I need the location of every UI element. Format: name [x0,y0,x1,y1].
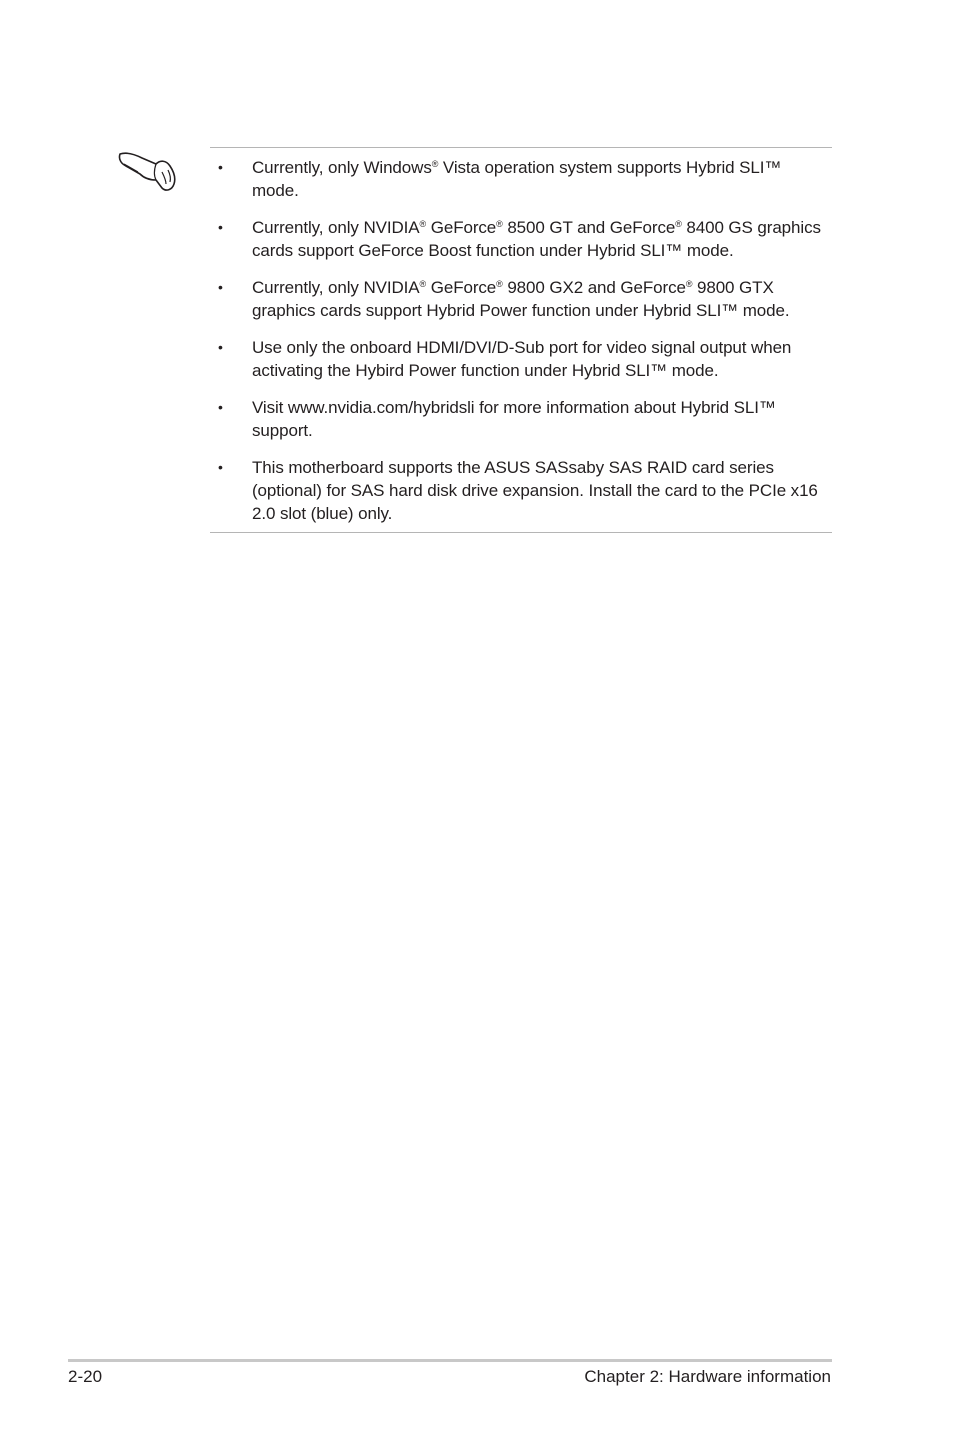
bullet: • [218,339,223,355]
list-item: • Visit www.nvidia.com/hybridsli for more information about Hybrid SLI™ support. [218,398,776,440]
list-item: • Use only the onboard HDMI/DVI/D-Sub port for video signal output when activating the Hybird Power function under Hybrid SLI™ mode. [218,338,792,380]
bullet: • [218,159,223,175]
bullet: • [218,279,223,295]
list-item: • This motherboard supports the ASUS SASsaby SAS RAID card series (optional) for SAS hard disk drive expansion. Install the card to the PCIe x16 2.0 slot (blue) only. [218,458,818,523]
pointing-hand-icon [116,146,180,194]
bullet: • [218,399,223,415]
chapter-title: Chapter 2: Hardware information [584,1367,831,1386]
notes-list [210,156,832,539]
list-item: • Currently, only Windows® Vista operation system supports Hybrid SLI™ mode. [218,158,782,200]
list-item: • Currently, only NVIDIA® GeForce® 9800 GX2 and GeForce® 9800 GTX graphics cards support Hybrid Power function under Hybrid SLI™ mode. [218,278,790,320]
footer-divider [68,1359,832,1362]
list-item: • Currently, only NVIDIA® GeForce® 8500 GT and GeForce® 8400 GS graphics cards support GeForce Boost function under Hybrid SLI™ mode. [218,218,821,260]
bullet: • [218,219,223,235]
bullet: • [218,459,223,475]
note-box [210,147,832,533]
page-number: 2-20 [68,1367,103,1386]
